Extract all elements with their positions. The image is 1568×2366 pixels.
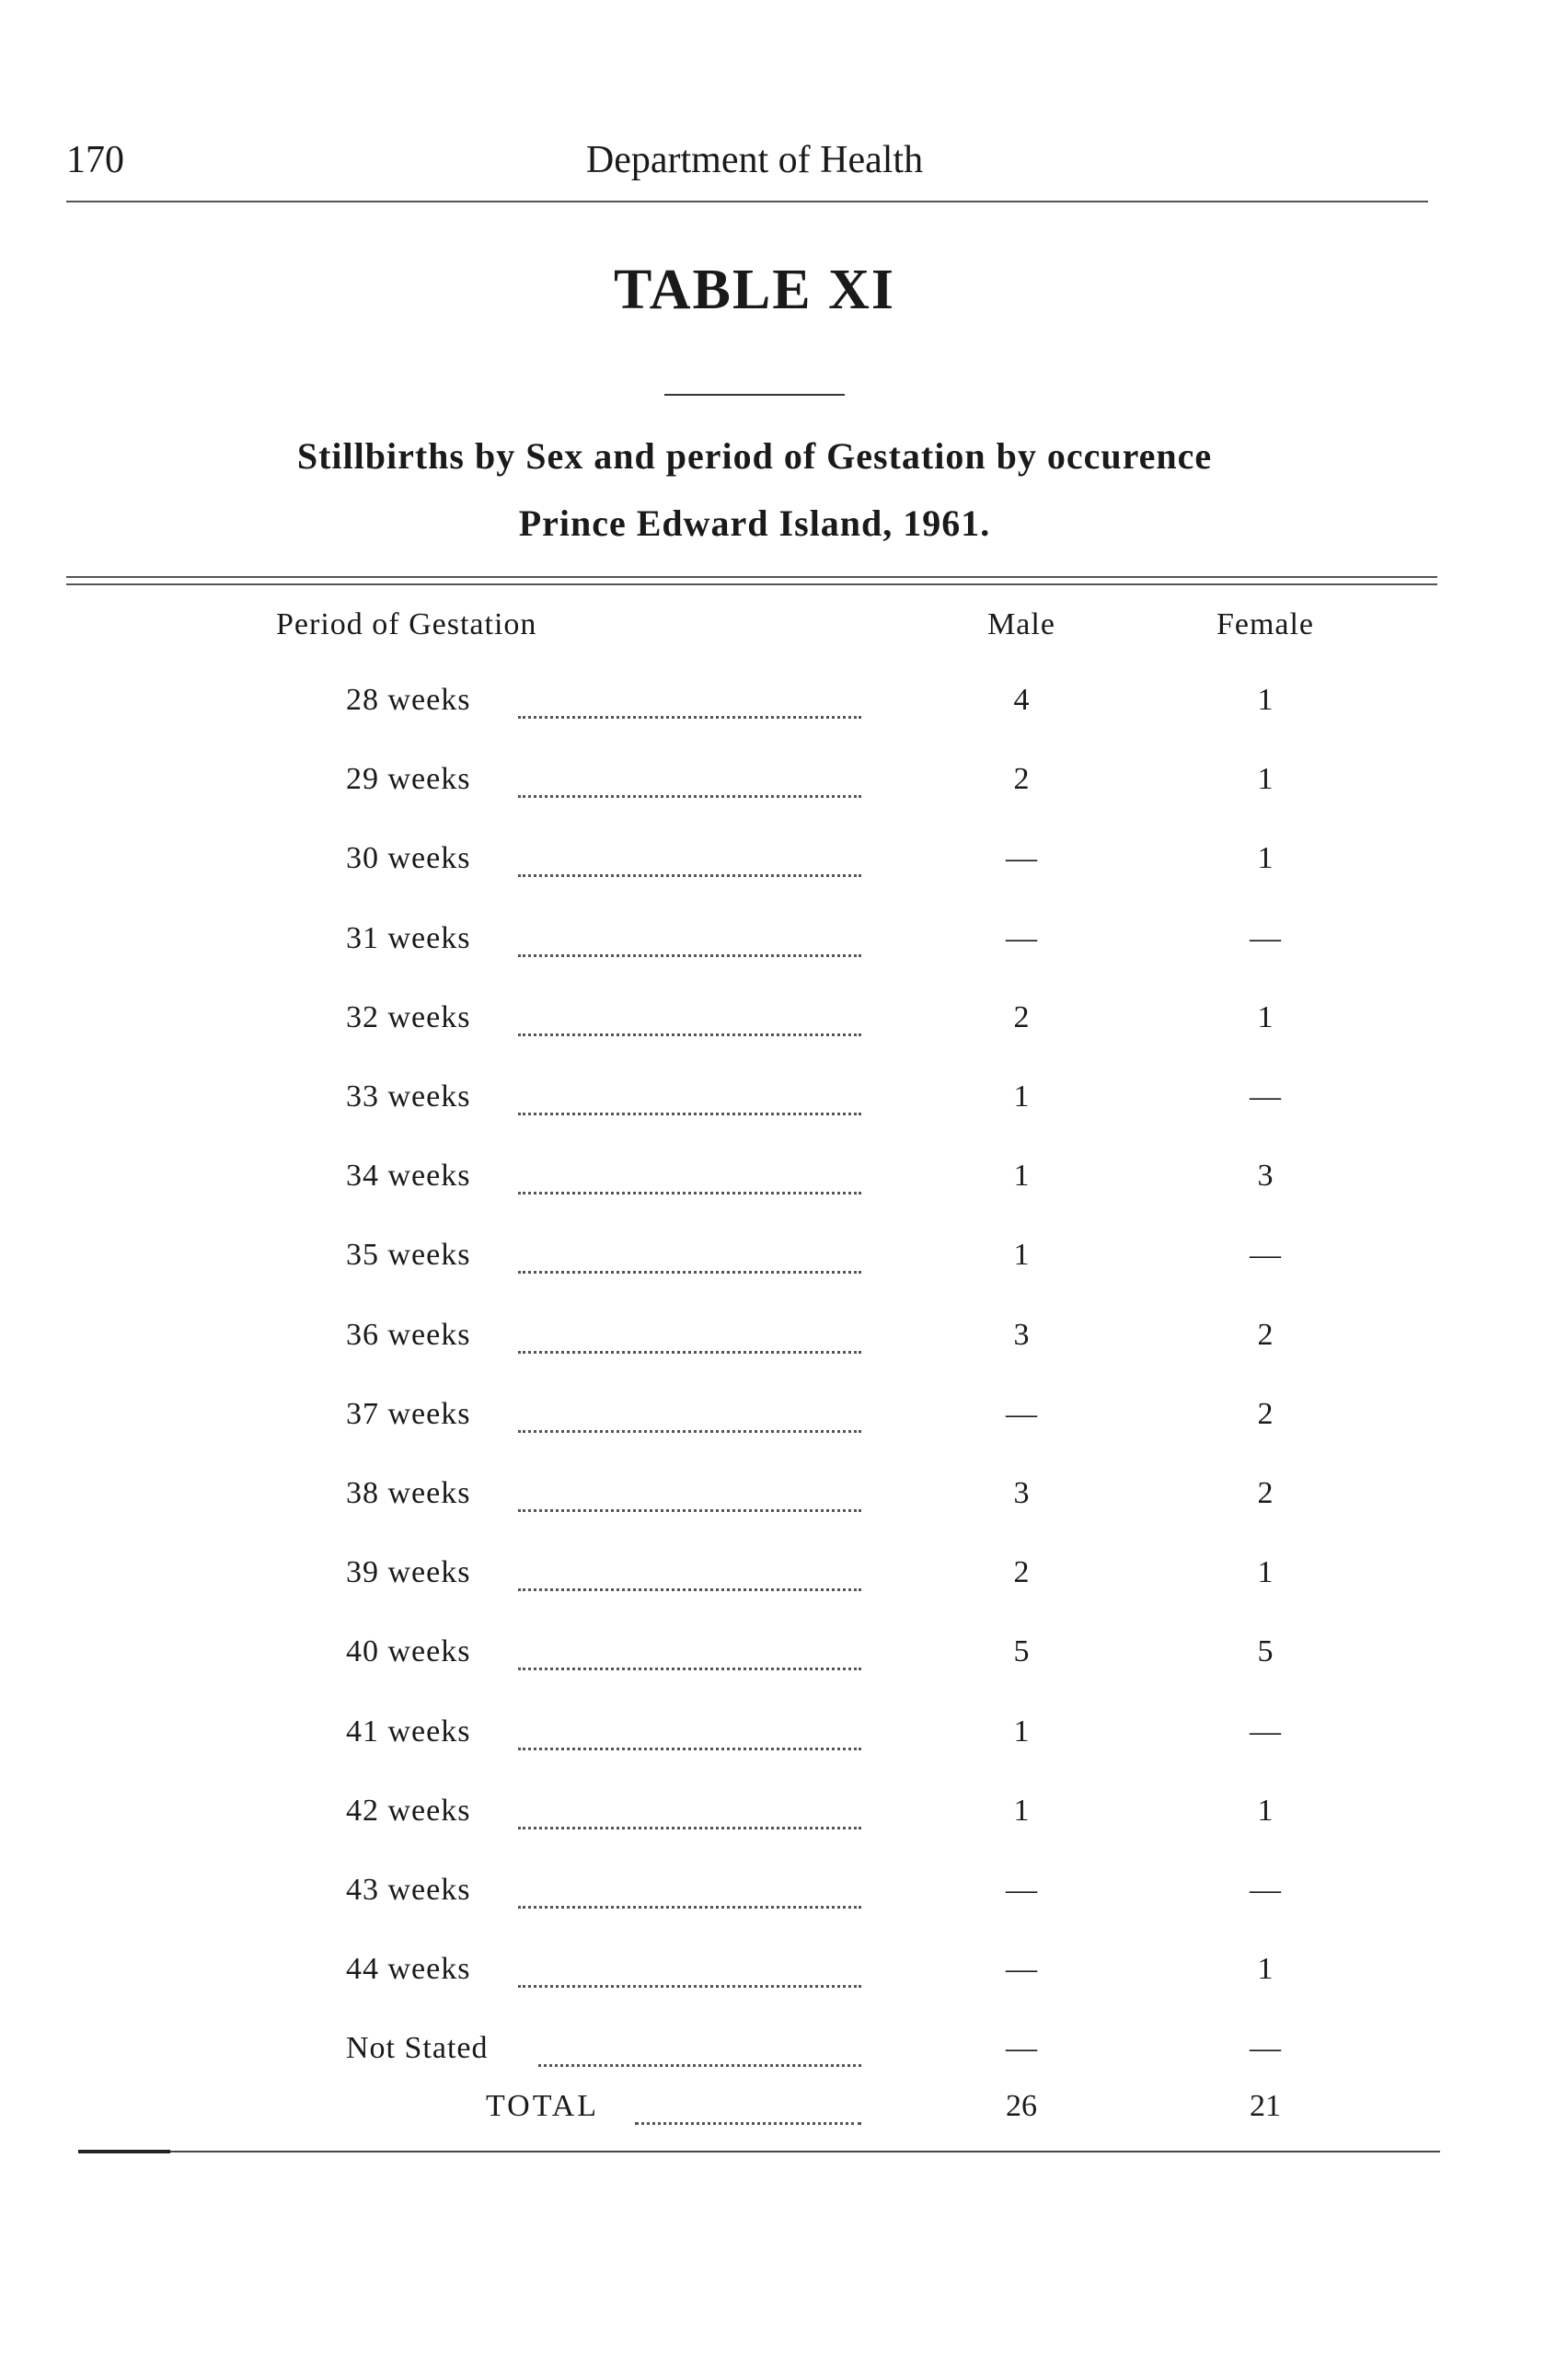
table-row (0, 1476, 1568, 1522)
row-male-value: 3 (1013, 1476, 1030, 1510)
row-period-label: 34 weeks (346, 1159, 471, 1193)
row-male-value: 1 (1013, 1238, 1030, 1272)
row-male-value: 1 (1013, 1159, 1030, 1193)
row-male-value: 4 (1013, 683, 1030, 717)
dot-leader (518, 954, 861, 957)
title-divider (664, 394, 845, 396)
total-male: 26 (1006, 2089, 1037, 2123)
dot-leader (518, 1271, 861, 1274)
row-female-value: 3 (1257, 1159, 1274, 1193)
row-male-value: 1 (1013, 1794, 1030, 1828)
dot-leader (518, 1906, 861, 1909)
row-male-value: — (1006, 2031, 1037, 2065)
row-female-value: 1 (1257, 1952, 1274, 1986)
table-row (0, 1873, 1568, 1919)
row-male-value: 2 (1013, 762, 1030, 796)
row-male-value: — (1006, 1952, 1037, 1986)
table-row (0, 1397, 1568, 1443)
row-female-value: 1 (1257, 1555, 1274, 1589)
table-row (0, 1555, 1568, 1601)
running-head: Department of Health (585, 139, 924, 181)
row-female-value: 2 (1257, 1476, 1274, 1510)
row-female-value: 1 (1257, 1794, 1274, 1828)
table-row (0, 683, 1568, 729)
table-subtitle-line2: Prince Edward Island, 1961. (518, 502, 991, 544)
table-row (0, 1159, 1568, 1205)
table-row (0, 841, 1568, 887)
table-title: TABLE XI (614, 259, 895, 321)
dot-leader (518, 1985, 861, 1988)
row-period-label: 33 weeks (346, 1079, 471, 1114)
row-male-value: — (1006, 1873, 1037, 1907)
total-female: 21 (1250, 2089, 1281, 2123)
row-period-label: 31 weeks (346, 921, 471, 955)
row-female-value: 1 (1257, 841, 1274, 875)
dot-leader (518, 716, 861, 719)
table-row (0, 1952, 1568, 1998)
row-male-value: 1 (1013, 1079, 1030, 1114)
row-period-label: 39 weeks (346, 1555, 471, 1589)
dot-leader (518, 1588, 861, 1591)
row-period-label: 30 weeks (346, 841, 471, 875)
dot-leader (518, 1033, 861, 1036)
table-row (0, 1079, 1568, 1125)
row-male-value: — (1006, 921, 1037, 955)
row-period-label: 28 weeks (346, 683, 471, 717)
row-female-value: — (1250, 2031, 1281, 2065)
table-row (0, 1000, 1568, 1046)
table-row (0, 1714, 1568, 1760)
row-period-label: 38 weeks (346, 1476, 471, 1510)
table-bottom-rule-accent (78, 2150, 170, 2153)
row-male-value: — (1006, 841, 1037, 875)
dot-leader (518, 795, 861, 798)
total-row (0, 2089, 1568, 2135)
row-male-value: 5 (1013, 1634, 1030, 1668)
table-row (0, 1238, 1568, 1284)
row-male-value: 3 (1013, 1318, 1030, 1352)
row-period-label: 36 weeks (346, 1318, 471, 1352)
table-row (0, 1794, 1568, 1840)
row-period-label: 43 weeks (346, 1873, 471, 1907)
row-period-label: 32 weeks (346, 1000, 471, 1034)
row-period-label: 40 weeks (346, 1634, 471, 1668)
table-row (0, 1634, 1568, 1680)
row-female-value: — (1250, 921, 1281, 955)
dot-leader (518, 1827, 861, 1829)
table-bottom-rule (78, 2151, 1440, 2152)
page-number: 170 (66, 139, 124, 181)
row-female-value: 1 (1257, 762, 1274, 796)
column-header-male: Male (987, 607, 1055, 641)
table-subtitle-line1: Stillbirths by Sex and period of Gestation by occurence (296, 435, 1213, 477)
dot-leader (518, 1113, 861, 1115)
dot-leader (518, 1748, 861, 1750)
row-period-label: 44 weeks (346, 1952, 471, 1986)
row-period-label: 42 weeks (346, 1794, 471, 1828)
dot-leader (518, 1430, 861, 1433)
row-male-value: 2 (1013, 1000, 1030, 1034)
total-label: TOTAL (486, 2089, 600, 2123)
dot-leader (518, 1351, 861, 1354)
row-female-value: — (1250, 1714, 1281, 1749)
dot-leader (635, 2122, 861, 2125)
row-period-label: 35 weeks (346, 1238, 471, 1272)
row-female-value: 2 (1257, 1318, 1274, 1352)
row-female-value: 1 (1257, 1000, 1274, 1034)
row-male-value: 2 (1013, 1555, 1030, 1589)
column-header-period: Period of Gestation (276, 607, 537, 641)
row-female-value: — (1250, 1873, 1281, 1907)
dot-leader (538, 2064, 861, 2067)
table-row (0, 762, 1568, 808)
row-female-value: 5 (1257, 1634, 1274, 1668)
dot-leader (518, 1668, 861, 1670)
row-female-value: — (1250, 1238, 1281, 1272)
row-male-value: — (1006, 1397, 1037, 1431)
table-row (0, 921, 1568, 967)
dot-leader (518, 874, 861, 877)
row-period-label: 29 weeks (346, 762, 471, 796)
column-header-female: Female (1216, 607, 1315, 641)
row-male-value: 1 (1013, 1714, 1030, 1749)
row-period-label: 37 weeks (346, 1397, 471, 1431)
row-female-value: — (1250, 1079, 1281, 1114)
table-top-rule (66, 576, 1437, 585)
row-period-label: 41 weeks (346, 1714, 471, 1749)
dot-leader (518, 1192, 861, 1195)
row-female-value: 2 (1257, 1397, 1274, 1431)
dot-leader (518, 1509, 861, 1512)
row-female-value: 1 (1257, 683, 1274, 717)
row-period-label: Not Stated (346, 2031, 489, 2065)
table-row (0, 1318, 1568, 1364)
table-row (0, 2031, 1568, 2077)
header-rule (66, 201, 1428, 202)
